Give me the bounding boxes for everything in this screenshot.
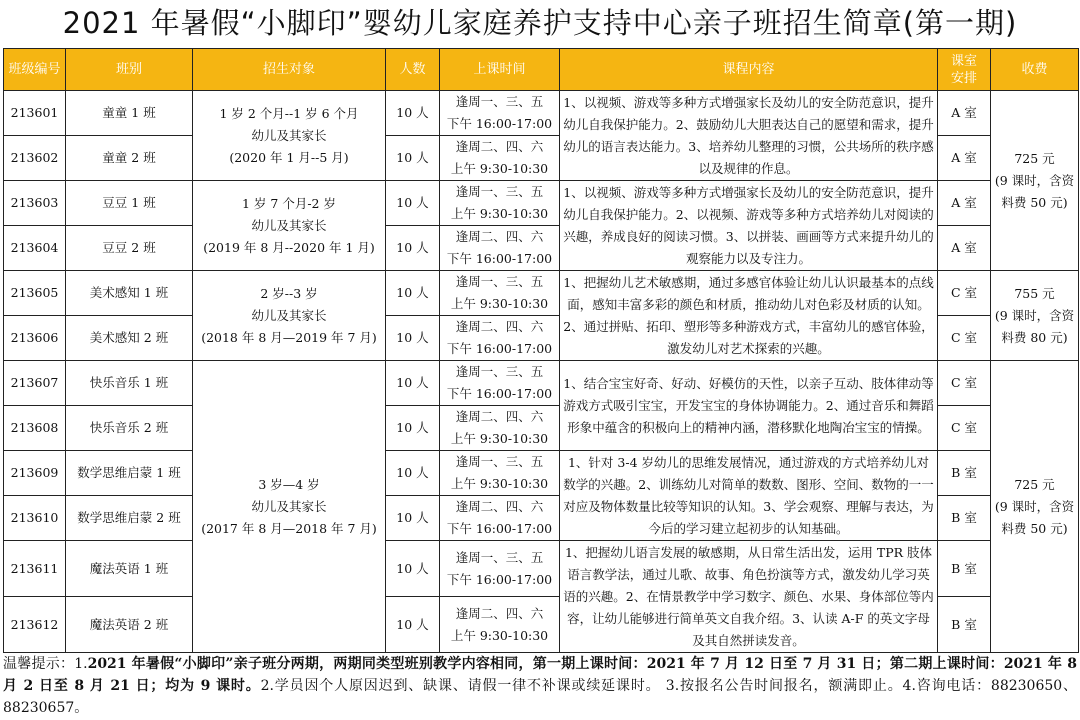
- class-days: 逢周一、三、五: [455, 184, 544, 199]
- fee-price: 725 元: [1014, 150, 1055, 166]
- class-name: 快乐音乐 2 班: [66, 406, 193, 451]
- class-time: [440, 316, 560, 361]
- class-room: A 室: [938, 226, 991, 271]
- class-code: 213603: [4, 181, 66, 226]
- table-row: [4, 271, 1079, 316]
- notice-paragraph: [3, 653, 1077, 719]
- class-name: 数学思维启蒙 1 班: [66, 451, 193, 496]
- class-hours: 下午 16:00-17:00: [446, 386, 553, 401]
- fee-cell: [991, 91, 1079, 271]
- class-hours: 下午 16:00-17:00: [446, 571, 553, 587]
- target-birth-range: (2018 年 8 月—2019 年 7 月): [201, 329, 377, 345]
- class-room: B 室: [938, 451, 991, 496]
- class-time: [440, 91, 560, 136]
- header-content: 课程内容: [560, 49, 938, 91]
- class-count: 10 人: [386, 271, 440, 316]
- fee-price: 755 元: [1014, 285, 1055, 301]
- class-name: 快乐音乐 1 班: [66, 361, 193, 406]
- course-content: 1、把握幼儿艺术敏感期，通过多感官体验让幼儿认识最基本的点线面，感知丰富多彩的颜色和材质，推动幼儿对色彩及材质的认知。2、通过拼贴、拓印、塑形等多种游戏方式，丰富幼儿的感官体验，激发幼儿对艺术探索的兴趣。: [560, 271, 938, 361]
- class-time: [440, 136, 560, 181]
- class-count: 10 人: [386, 451, 440, 496]
- class-count: 10 人: [386, 541, 440, 597]
- class-name: 魔法英语 1 班: [66, 541, 193, 597]
- class-count: 10 人: [386, 496, 440, 541]
- class-code: 213612: [4, 597, 66, 653]
- table-row: [4, 451, 1079, 496]
- target-birth-range: (2017 年 8 月—2018 年 7 月): [201, 520, 377, 536]
- class-room: C 室: [938, 316, 991, 361]
- class-code: 213605: [4, 271, 66, 316]
- class-days: 逢周二、四、六: [455, 319, 544, 334]
- class-code: 213607: [4, 361, 66, 406]
- class-room: C 室: [938, 361, 991, 406]
- header-fee: 收费: [991, 49, 1079, 91]
- header-row: [4, 49, 1079, 91]
- class-room: B 室: [938, 597, 991, 653]
- class-room: B 室: [938, 541, 991, 597]
- target-age: 1 岁 2 个月--1 岁 6 个月: [219, 105, 359, 121]
- fee-note-materials: 料费 80 元): [1001, 329, 1068, 345]
- class-time: [440, 361, 560, 406]
- header-room-line2: 安排: [950, 70, 977, 86]
- class-hours: 上午 9:30-10:30: [450, 206, 549, 221]
- class-code: 213604: [4, 226, 66, 271]
- class-days: 逢周一、三、五: [455, 549, 544, 565]
- class-time: [440, 406, 560, 451]
- header-count: 人数: [386, 49, 440, 91]
- target-age: 1 岁 7 个月-2 岁: [242, 195, 336, 211]
- class-time: [440, 597, 560, 653]
- course-content: 1、结合宝宝好奇、好动、好模仿的天性，以亲子互动、肢体律动等游戏方式吸引宝宝，开发宝宝的身体协调能力。2、通过音乐和舞蹈形象中蕴含的积极向上的精神内涵，潜移默化地陶冶宝宝的情操。: [560, 361, 938, 451]
- class-count: 10 人: [386, 226, 440, 271]
- notice-schedule: 2021 年暑假“小脚印”亲子班分两期，两期同类型班别教学内容相同，第一期上课时间：2021 年 7 月 12 日至 7 月 31 日；第二期上课时间：2021 年 8 月 2 日至 8 月 21 日；均为 9 课时。: [3, 656, 1077, 694]
- class-days: 逢周一、三、五: [455, 364, 544, 379]
- enrollment-table: [3, 48, 1079, 653]
- class-count: 10 人: [386, 181, 440, 226]
- class-hours: 上午 9:30-10:30: [450, 296, 549, 311]
- header-room-line1: 课室: [950, 53, 977, 69]
- class-days: 逢周二、四、六: [455, 409, 544, 424]
- fee-note-materials: 料费 50 元): [1001, 520, 1068, 536]
- course-content: 1、把握幼儿语言发展的敏感期，从日常生活出发，运用 TPR 肢体语言教学法，通过儿歌、故事、角色扮演等方式，激发幼儿学习英语的兴趣。2、在情景教学中学习数字、颜色、水果、身体部位等内容，让幼儿能够进行简单英文自我介绍。3、认读 A-F 的英文字母及其自然拼读发音。: [560, 541, 938, 653]
- target-cell: [193, 271, 386, 361]
- target-birth-range: (2019 年 8 月--2020 年 1 月): [203, 239, 375, 255]
- class-name: 美术感知 2 班: [66, 316, 193, 361]
- target-cell: [193, 91, 386, 181]
- header-class: 班别: [66, 49, 193, 91]
- course-content: 1、针对 3-4 岁幼儿的思维发展情况，通过游戏的方式培养幼儿对数学的兴趣。2、训练幼儿对简单的数数、图形、空间、数物的一一对应及物体数量比较等知识的认知。3、学会观察、理解与表达，为今后的学习建立起初步的认知基础。: [560, 451, 938, 541]
- class-room: B 室: [938, 496, 991, 541]
- class-name: 数学思维启蒙 2 班: [66, 496, 193, 541]
- class-name: 豆豆 2 班: [66, 226, 193, 271]
- class-name: 魔法英语 2 班: [66, 597, 193, 653]
- fee-cell: [991, 271, 1079, 361]
- header-target: 招生对象: [193, 49, 386, 91]
- class-days: 逢周一、三、五: [455, 454, 544, 469]
- header-code: 班级编号: [4, 49, 66, 91]
- class-code: 213610: [4, 496, 66, 541]
- class-days: 逢周二、四、六: [455, 605, 544, 621]
- class-time: [440, 226, 560, 271]
- table-row: [4, 181, 1079, 226]
- target-birth-range: (2020 年 1 月--5 月): [229, 149, 349, 165]
- target-audience: 幼儿及其家长: [251, 498, 327, 514]
- fee-price: 725 元: [1014, 476, 1055, 492]
- notice-rules: 2.学员因个人原因迟到、缺课、请假一律不补课或续延课时。 3.按报名公告时间报名，额满即止。4.咨询电话：88230650、88230657。: [3, 678, 1078, 716]
- class-days: 逢周二、四、六: [455, 499, 544, 514]
- class-days: 逢周二、四、六: [455, 229, 544, 244]
- class-hours: 上午 9:30-10:30: [450, 627, 549, 643]
- class-count: 10 人: [386, 91, 440, 136]
- page-title: 2021 年暑假“小脚印”婴幼儿家庭养护支持中心亲子班招生简章(第一期): [62, 6, 1018, 40]
- class-code: 213602: [4, 136, 66, 181]
- class-count: 10 人: [386, 361, 440, 406]
- class-time: [440, 271, 560, 316]
- target-audience: 幼儿及其家长: [251, 127, 327, 143]
- table-row: [4, 541, 1079, 597]
- class-name: 美术感知 1 班: [66, 271, 193, 316]
- target-audience: 幼儿及其家长: [251, 217, 327, 233]
- target-audience: 幼儿及其家长: [251, 307, 327, 323]
- table-row: [4, 361, 1079, 406]
- fee-cell: [991, 361, 1079, 653]
- class-hours: 下午 16:00-17:00: [446, 341, 553, 356]
- class-room: A 室: [938, 136, 991, 181]
- class-hours: 上午 9:30-10:30: [450, 431, 549, 446]
- class-hours: 上午 9:30-10:30: [450, 476, 549, 491]
- class-days: 逢周一、三、五: [455, 94, 544, 109]
- header-room: [938, 49, 991, 91]
- target-cell: [193, 361, 386, 653]
- class-hours: 上午 9:30-10:30: [450, 161, 549, 176]
- fee-note: (9 课时，含资: [994, 172, 1075, 188]
- class-room: A 室: [938, 91, 991, 136]
- class-days: 逢周一、三、五: [455, 274, 544, 289]
- class-time: [440, 496, 560, 541]
- class-code: 213601: [4, 91, 66, 136]
- class-time: [440, 181, 560, 226]
- class-room: C 室: [938, 406, 991, 451]
- class-code: 213606: [4, 316, 66, 361]
- class-hours: 下午 16:00-17:00: [446, 521, 553, 536]
- notice-lead: 温馨提示：1.: [3, 656, 88, 672]
- class-hours: 下午 16:00-17:00: [446, 116, 553, 131]
- class-hours: 下午 16:00-17:00: [446, 251, 553, 266]
- class-count: 10 人: [386, 316, 440, 361]
- class-room: C 室: [938, 271, 991, 316]
- course-content: 1、以视频、游戏等多种方式增强家长及幼儿的安全防范意识，提升幼儿自我保护能力。2、以视频、游戏等多种方式培养幼儿对阅读的兴趣，养成良好的阅读习惯。3、以拼装、画画等方式来提升幼儿的观察能力以及专注力。: [560, 181, 938, 271]
- target-age: 2 岁--3 岁: [260, 285, 318, 301]
- class-name: 童童 2 班: [66, 136, 193, 181]
- class-code: 213608: [4, 406, 66, 451]
- class-code: 213609: [4, 451, 66, 496]
- target-age: 3 岁—4 岁: [258, 476, 320, 492]
- class-count: 10 人: [386, 406, 440, 451]
- class-count: 10 人: [386, 597, 440, 653]
- class-name: 童童 1 班: [66, 91, 193, 136]
- class-name: 豆豆 1 班: [66, 181, 193, 226]
- course-content: 1、以视频、游戏等多种方式增强家长及幼儿的安全防范意识，提升幼儿自我保护能力。2、鼓励幼儿大胆表达自己的愿望和需求，提升幼儿的语言表达能力。3、培养幼儿整理的习惯，公共场所的秩序感以及规律的作息。: [560, 91, 938, 181]
- target-cell: [193, 181, 386, 271]
- fee-note: (9 课时，含资: [994, 307, 1075, 323]
- class-time: [440, 451, 560, 496]
- class-count: 10 人: [386, 136, 440, 181]
- class-code: 213611: [4, 541, 66, 597]
- header-time: 上课时间: [440, 49, 560, 91]
- class-time: [440, 541, 560, 597]
- fee-note-materials: 料费 50 元): [1001, 194, 1068, 210]
- class-room: A 室: [938, 181, 991, 226]
- class-days: 逢周二、四、六: [455, 139, 544, 154]
- fee-note: (9 课时，含资: [994, 498, 1075, 514]
- table-row: [4, 91, 1079, 136]
